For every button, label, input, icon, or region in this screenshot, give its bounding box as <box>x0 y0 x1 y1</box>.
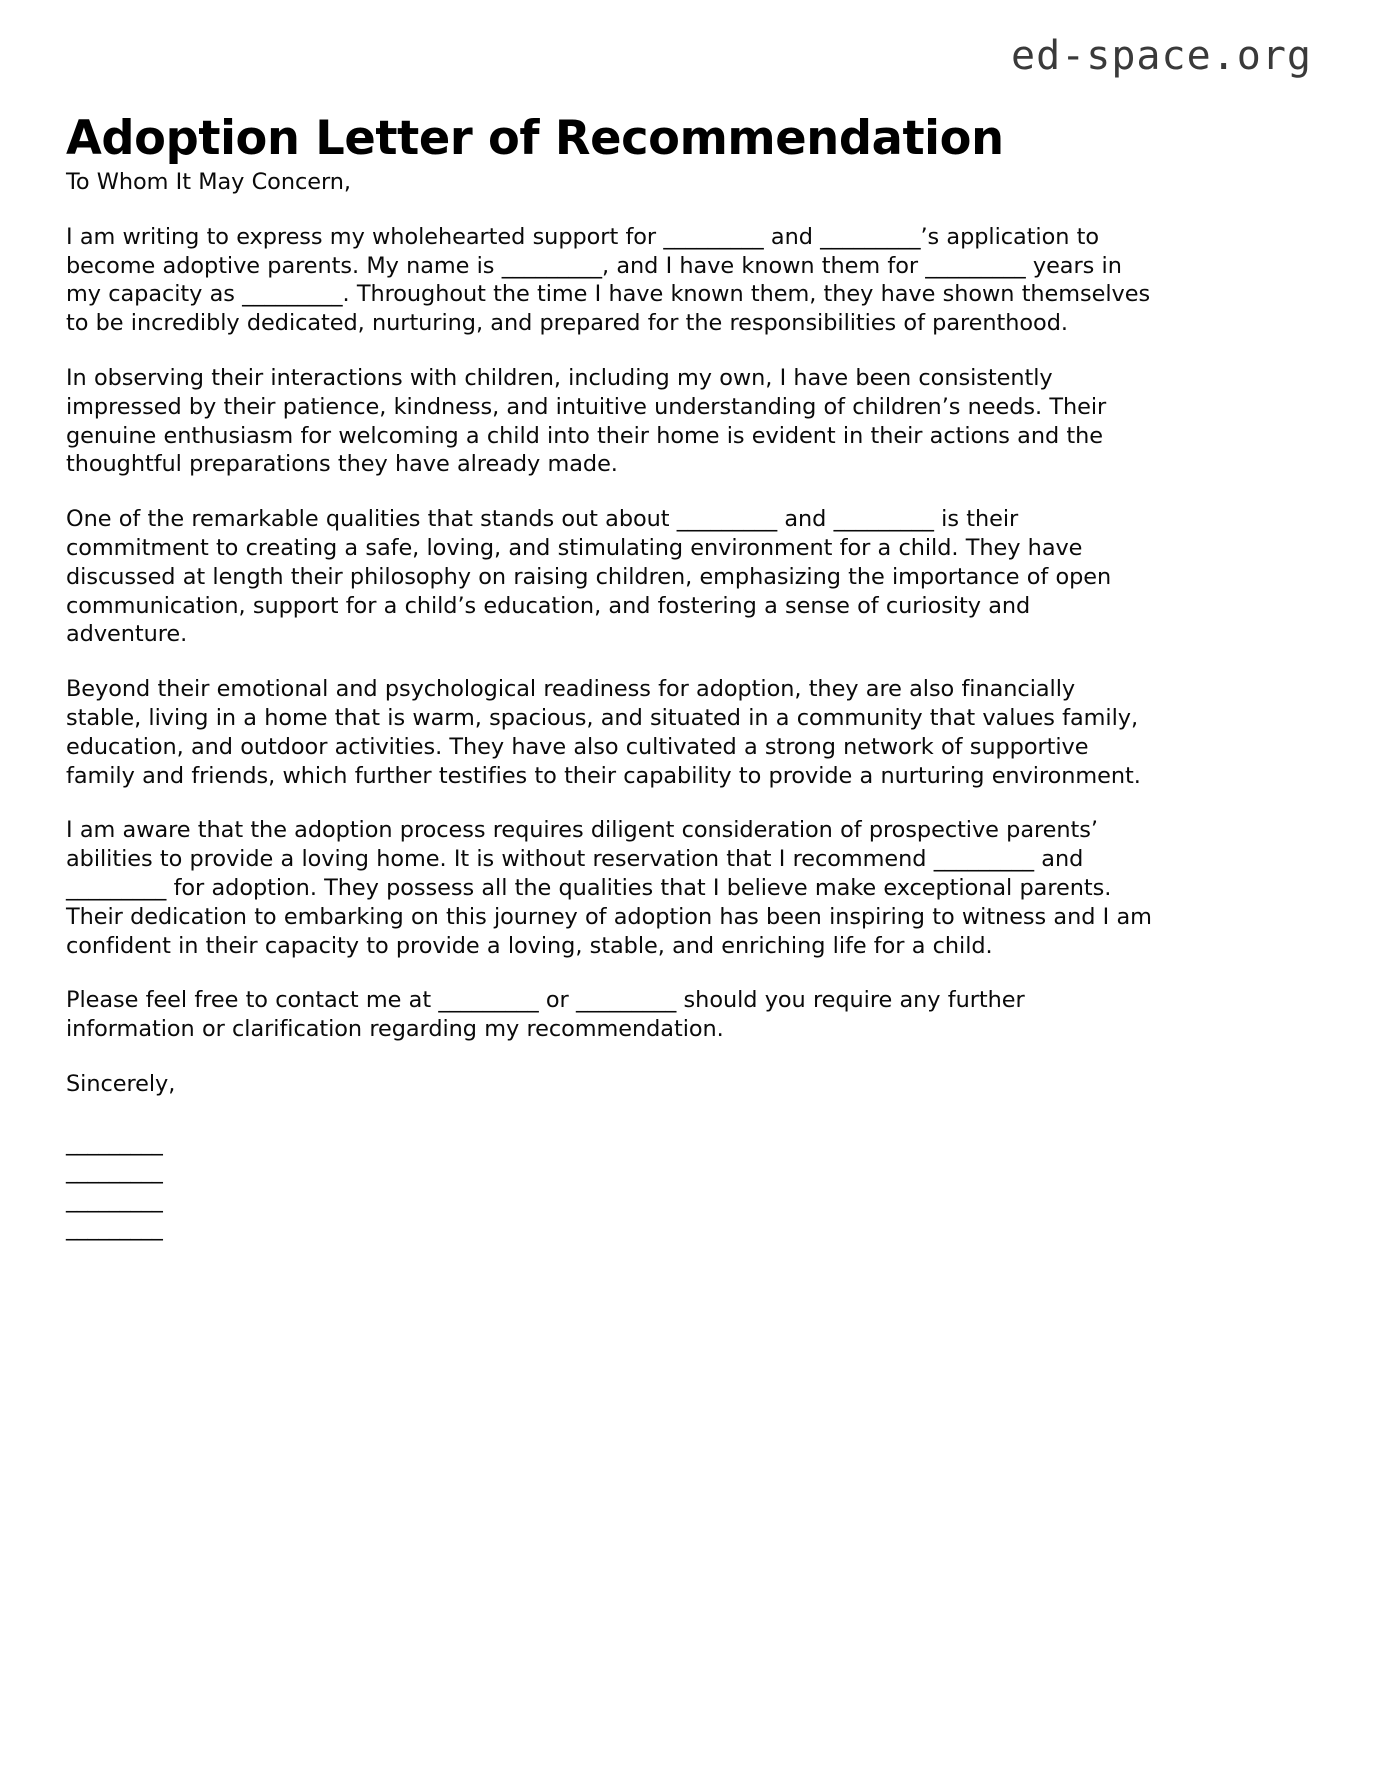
letter-paragraph-1: I am writing to express my wholehearted support for _________ and _________’s application to become adoptive parents. My name is _________, and I have known them for _________ years in my capacity as _________. Throughout the time I have known them, they have shown themselves to be incredibly dedicated, nurturing, and prepared for the responsibilities of parenthood. <box>66 223 1151 337</box>
site-brand-watermark: ed-space.org <box>1011 33 1312 79</box>
letter-body <box>66 168 1156 1243</box>
closing-salutation: Sincerely, <box>66 1070 176 1097</box>
signature-line-1[interactable]: _________ <box>66 1129 163 1156</box>
signature-line-3[interactable]: _________ <box>66 1186 163 1213</box>
signature-block <box>66 1129 1156 1243</box>
letter-paragraph-6: Please feel free to contact me at _________ or _________ should you require any further information or clarification regarding my recommendation. <box>66 987 1025 1043</box>
page-title: Adoption Letter of Recommendation <box>66 111 1004 167</box>
letter-paragraph-3: One of the remarkable qualities that stands out about _________ and _________ is their commitment to creating a safe, loving, and stimulating environment for a child. They have discussed at length their philosophy on raising children, emphasizing the importance of open communication, support for a child’s education, and fostering a sense of curiosity and adventure. <box>66 506 1112 648</box>
signature-line-4[interactable]: _________ <box>66 1215 163 1242</box>
letter-paragraph-4: Beyond their emotional and psychological readiness for adoption, they are also financially stable, living in a home that is warm, spacious, and situated in a community that values family, education, and outdoor activities. They have also cultivated a strong network of supportive family and friends, which further testifies to their capability to provide a nurturing environment. <box>66 676 1141 789</box>
salutation: To Whom It May Concern, <box>66 169 351 195</box>
letter-paragraph-2: In observing their interactions with children, including my own, I have been consistently impressed by their patience, kindness, and intuitive understanding of children’s needs. Their genuine enthusiasm for welcoming a child into their home is evident in their actions and the thoughtful preparations they have already made. <box>66 364 1107 478</box>
letter-paragraph-5: I am aware that the adoption process requires diligent consideration of prospective parents’ abilities to provide a loving home. It is without reservation that I recommend _________ and _________ for adoption. They possess all the qualities that I believe make exceptional parents. Their dedication to embarking on this journey of adoption has been inspiring to witness and I am confident in their capacity to provide a loving, stable, and enriching life for a child. <box>66 817 1152 959</box>
signature-line-2[interactable]: _________ <box>66 1158 163 1185</box>
